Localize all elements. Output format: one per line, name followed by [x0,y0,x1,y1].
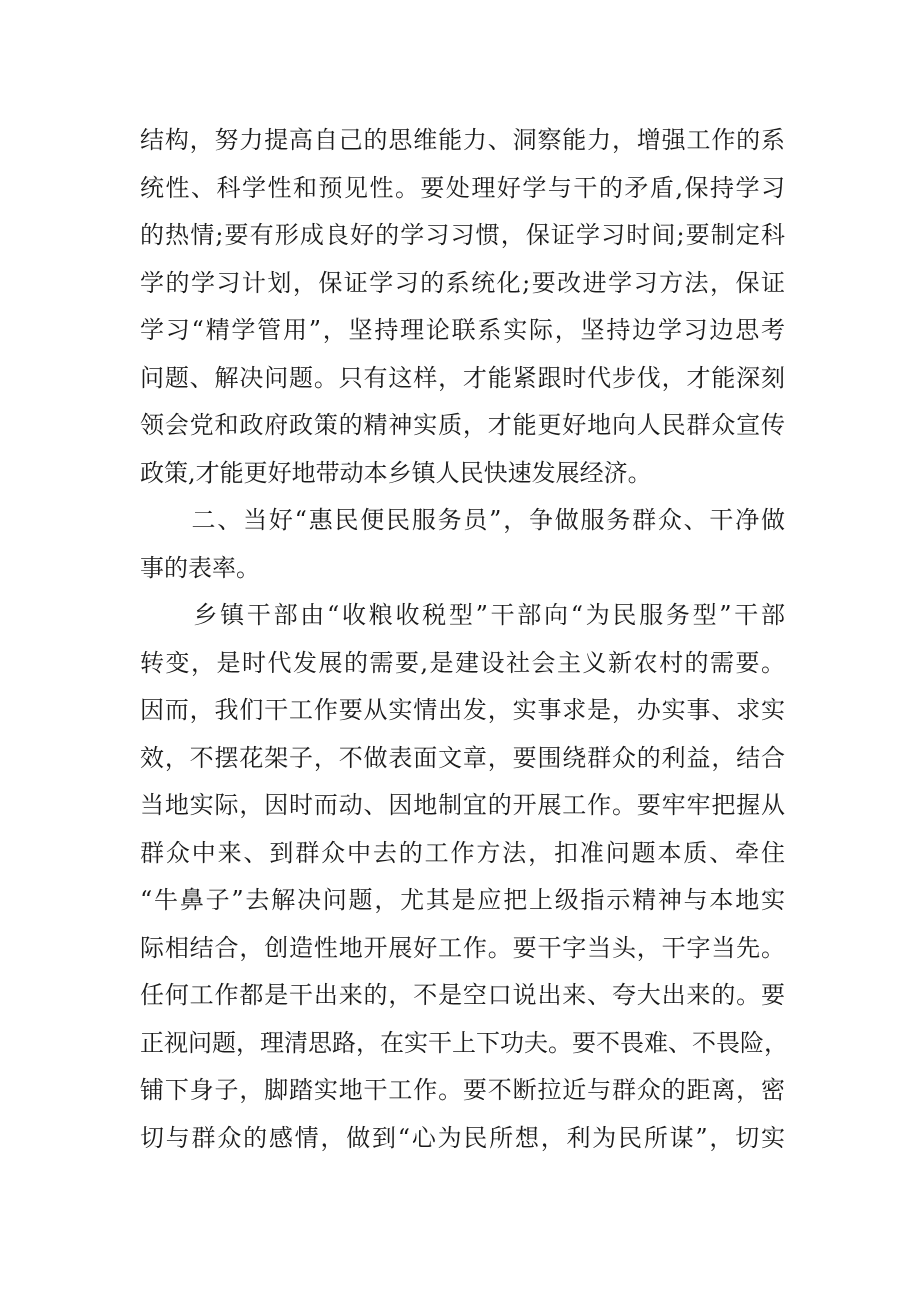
text-line: 结构，努力提高自己的思维能力、洞察能力，增强工作的系 [140,126,785,154]
text-line: 统性、科学性和预见性。要处理好学与干的矛盾,保持学习 [140,173,785,202]
text-line: “牛鼻子”去解决问题，尤其是应把上级指示精神与本地实 [140,886,785,914]
text-line: 正视问题，理清思路，在实干上下功夫。要不畏难、不畏险， [140,1028,788,1057]
text-line: 切与群众的感情，做到“心为民所想，利为民所谋”，切实 [140,1123,785,1152]
text-line: 转变，是时代发展的需要,是建设社会主义新农村的需要。 [140,648,785,677]
text-line: 领会党和政府政策的精神实质，才能更好地向人民群众宣传 [140,411,785,439]
text-line: 铺下身子，脚踏实地干工作。要不断拉近与群众的距离，密 [140,1076,785,1104]
text-line: 群众中来、到群众中去的工作方法，扣准问题本质、牵住 [140,838,785,867]
text-line: 效，不摆花架子，不做表面文章，要围绕群众的利益，结合 [140,743,785,772]
section-heading-line: 二、当好“惠民便民服务员”，争做服务群众、干净做 [140,506,785,534]
text-line: 问题、解决问题。只有这样，才能紧跟时代步伐，才能深刻 [140,363,785,392]
text-line: 政策,才能更好地带动本乡镇人民快速发展经济。 [140,458,652,487]
text-line: 学的学习计划，保证学习的系统化;要改进学习方法，保证 [140,268,785,297]
text-line: 的热情;要有形成良好的学习习惯，保证学习时间;要制定科 [140,221,785,249]
text-line: 乡镇干部由“收粮收税型”干部向“为民服务型”干部 [140,601,785,629]
text-line: 因而，我们干工作要从实情出发，实事求是，办实事、求实 [140,696,785,724]
text-line: 学习“精学管用”，坚持理论联系实际，坚持边学习边思考 [140,316,785,344]
text-line: 当地实际，因时而动、因地制宜的开展工作。要牢牢把握从 [140,791,785,819]
text-line: 任何工作都是干出来的，不是空口说出来、夸大出来的。要 [140,981,785,1009]
section-heading-line: 事的表率。 [140,553,260,582]
body-text [140,117,788,1162]
text-line: 际相结合，创造性地开展好工作。要干字当头，干字当先。 [140,933,785,962]
